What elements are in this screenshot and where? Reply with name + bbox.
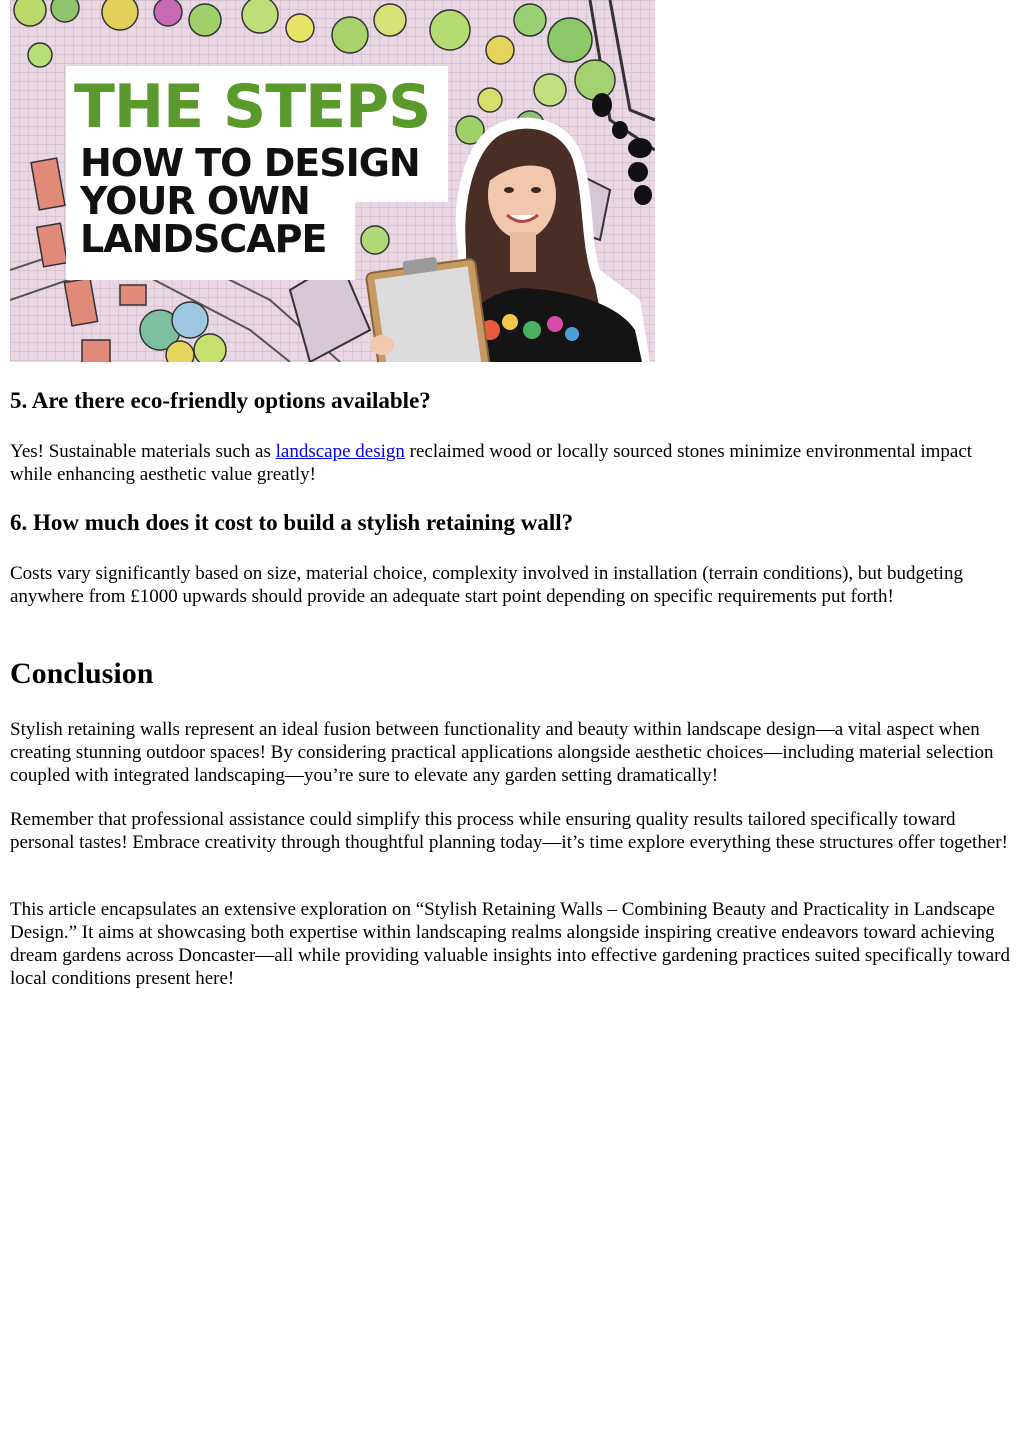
- faq-question-6: 6. How much does it cost to build a stylish retaining wall?: [10, 510, 574, 535]
- hero-title: THE STEPS: [74, 72, 431, 142]
- conclusion-heading: Conclusion: [10, 657, 154, 690]
- faq-answer-5-text-b: reclaimed wood or locally sourced stones minimize environmental impact while enhancing aesthetic value greatly!: [10, 441, 973, 485]
- hero-thumbnail: [10, 0, 655, 362]
- faq-answer-5: [10, 440, 1016, 486]
- conclusion-paragraph-1: Stylish retaining walls represent an ideal fusion between functionality and beauty within landscape design—a vital aspect when creating stunning outdoor spaces! By considering practical applications alongside aesthetic choices—including material selection coupled with integrated landscaping—you’re sure to elevate any garden setting dramatically!: [10, 719, 994, 786]
- article-content: [10, 0, 1016, 989]
- faq-question-5: 5. Are there eco-friendly options available?: [10, 388, 431, 413]
- conclusion-paragraph-3: This article encapsulates an extensive exploration on “Stylish Retaining Walls – Combining Beauty and Practicality in Landscape Design.” It aims at showcasing both expertise within landscaping realms alongside inspiring creative endeavors toward achieving dream gardens across Doncaster—all while providing valuable insights into effective gardening practices suited specifically toward local conditions present here!: [10, 899, 1010, 989]
- faq-answer-6: Costs vary significantly based on size, material choice, complexity involved in installation (terrain conditions), but budgeting anywhere from £1000 upwards should provide an adequate start point depending on specific requirements put forth!: [10, 563, 963, 607]
- hero-subtitle: HOW TO DESIGN YOUR OWN LANDSCAPE: [80, 141, 420, 261]
- presenter-photo: [10, 0, 655, 362]
- landscape-design-link[interactable]: landscape design: [275, 441, 405, 462]
- conclusion-paragraph-2: Remember that professional assistance could simplify this process while ensuring quality results tailored specifically toward personal tastes! Embrace creativity through thoughtful planning today—it’s time explore everything these structures offer together!: [10, 809, 1008, 853]
- faq-answer-5-text-a: Yes! Sustainable materials such as: [10, 441, 276, 462]
